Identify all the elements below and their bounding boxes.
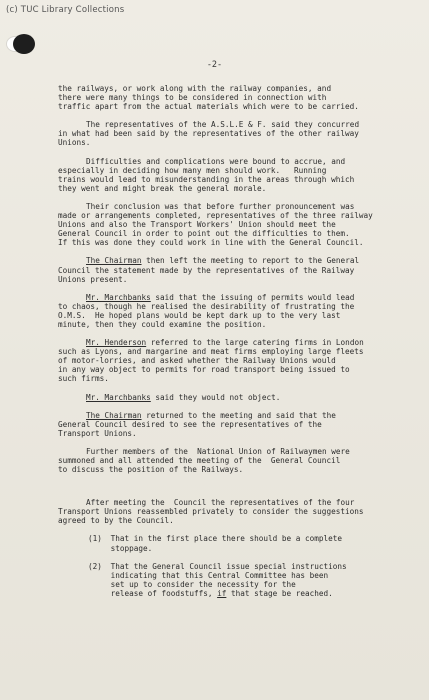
text-line: to chaos, though he realised the desirability of frustrating the — [58, 301, 355, 311]
paragraph — [58, 338, 392, 383]
page-number: -2- — [206, 60, 223, 70]
paragraph — [58, 256, 392, 283]
speaker-name: Mr. Henderson — [86, 338, 147, 348]
paragraph — [58, 293, 392, 329]
paragraph — [58, 447, 392, 474]
text-line: trains would lead to misunderstanding in the areas through which — [58, 174, 355, 184]
paragraph — [58, 157, 392, 193]
text-line: there were many things to be considered in connection with — [58, 93, 327, 103]
text-line: indicating that this Central Committee has been — [110, 570, 329, 580]
text-line: such as Lyons, and margarine and meat firms employing large fleets — [58, 347, 364, 357]
text-line: stoppage. — [110, 543, 153, 553]
paragraph — [58, 498, 392, 525]
emphasis: if — [217, 588, 227, 598]
text-line: especially in deciding how many men should work. Running — [58, 165, 327, 175]
text-line: of motor-lorries, and asked whether the Railway Unions would — [58, 356, 336, 366]
text-line: in any way object to permits for road transport being issued to — [58, 365, 350, 375]
text-line: Mr. Marchbanks said they would not object. — [86, 392, 281, 402]
text-line: to discuss the position of the Railways. — [58, 465, 244, 475]
list-number: (1) — [88, 534, 102, 544]
paragraph — [58, 411, 392, 438]
text-line: Transport Unions reassembled privately to consider the suggestions — [58, 507, 364, 517]
text-line: they went and might break the general morale. — [58, 183, 267, 193]
text-line: General Council desired to see the representatives of the — [58, 419, 322, 429]
speaker-name: Mr. Marchbanks — [86, 292, 151, 302]
text-line: in what had been said by the representatives of the other railway — [58, 129, 359, 139]
text-line: minute, then they could examine the position. — [58, 319, 267, 329]
text-line: summoned and all attended the meeting of the General Council — [58, 456, 341, 465]
document-body — [58, 84, 392, 607]
paragraph — [58, 202, 392, 247]
punch-holes — [4, 22, 44, 62]
text-line: After meeting the Council the representatives of the four — [86, 498, 355, 508]
text-line: Transport Unions. — [58, 428, 137, 438]
punch-hole-icon — [13, 34, 35, 54]
text-line: The Chairman then left the meeting to report to the General — [86, 256, 360, 266]
paragraph — [58, 84, 392, 111]
text-line: General Council in order to point out the difficulties to them. — [58, 229, 350, 239]
text-line: Unions and also the Transport Workers' Union should meet the — [58, 220, 336, 230]
text-line: That in the first place there should be a complete — [110, 534, 343, 544]
text-line: the railways, or work along with the railway companies, and — [58, 84, 332, 93]
text-line: If this was done they could work in line with the General Council. — [58, 238, 364, 248]
text-line: Unions present. — [58, 274, 128, 284]
watermark: (c) TUC Library Collections — [6, 5, 125, 15]
text-line: The representatives of the A.S.L.E & F. said they concurred — [86, 120, 360, 130]
speaker-name: Mr. Marchbanks — [86, 392, 151, 402]
text-line: The Chairman returned to the meeting and said that the — [86, 410, 336, 420]
text-line: release of foodstuffs, if that stage be reached. — [110, 588, 333, 598]
text-line: agreed to by the Council. — [58, 516, 174, 526]
text-line: Council the statement made by the representatives of the Railway — [58, 265, 355, 275]
text-line: such firms. — [58, 374, 109, 384]
paragraph — [58, 120, 392, 147]
text-line: Mr. Marchbanks said that the issuing of permits would lead — [86, 292, 355, 302]
list-item — [88, 534, 392, 552]
text-line: O.M.S. He hoped plans would be kept dark up to the very last — [58, 310, 341, 320]
text-line: Mr. Henderson referred to the large catering firms in London — [86, 338, 364, 348]
list-item — [88, 562, 392, 598]
text-line: That the General Council issue special instructions — [110, 561, 347, 571]
numbered-list — [88, 534, 392, 598]
speaker-name: The Chairman — [86, 256, 142, 266]
text-line: made or arrangements completed, representatives of the three railway — [58, 211, 373, 221]
speaker-name: The Chairman — [86, 410, 142, 420]
paragraph — [58, 393, 392, 402]
text-line: Their conclusion was that before further pronouncement was — [86, 201, 355, 211]
text-line: traffic apart from the actual materials which were to be carried. — [58, 102, 359, 112]
text-line: Further members of the National Union of Railwaymen were — [86, 446, 350, 456]
text-line: set up to consider the necessity for the — [110, 579, 296, 589]
list-number: (2) — [88, 561, 102, 571]
text-line: Difficulties and complications were bound to accrue, and — [86, 156, 346, 166]
text-line: Unions. — [58, 138, 91, 148]
